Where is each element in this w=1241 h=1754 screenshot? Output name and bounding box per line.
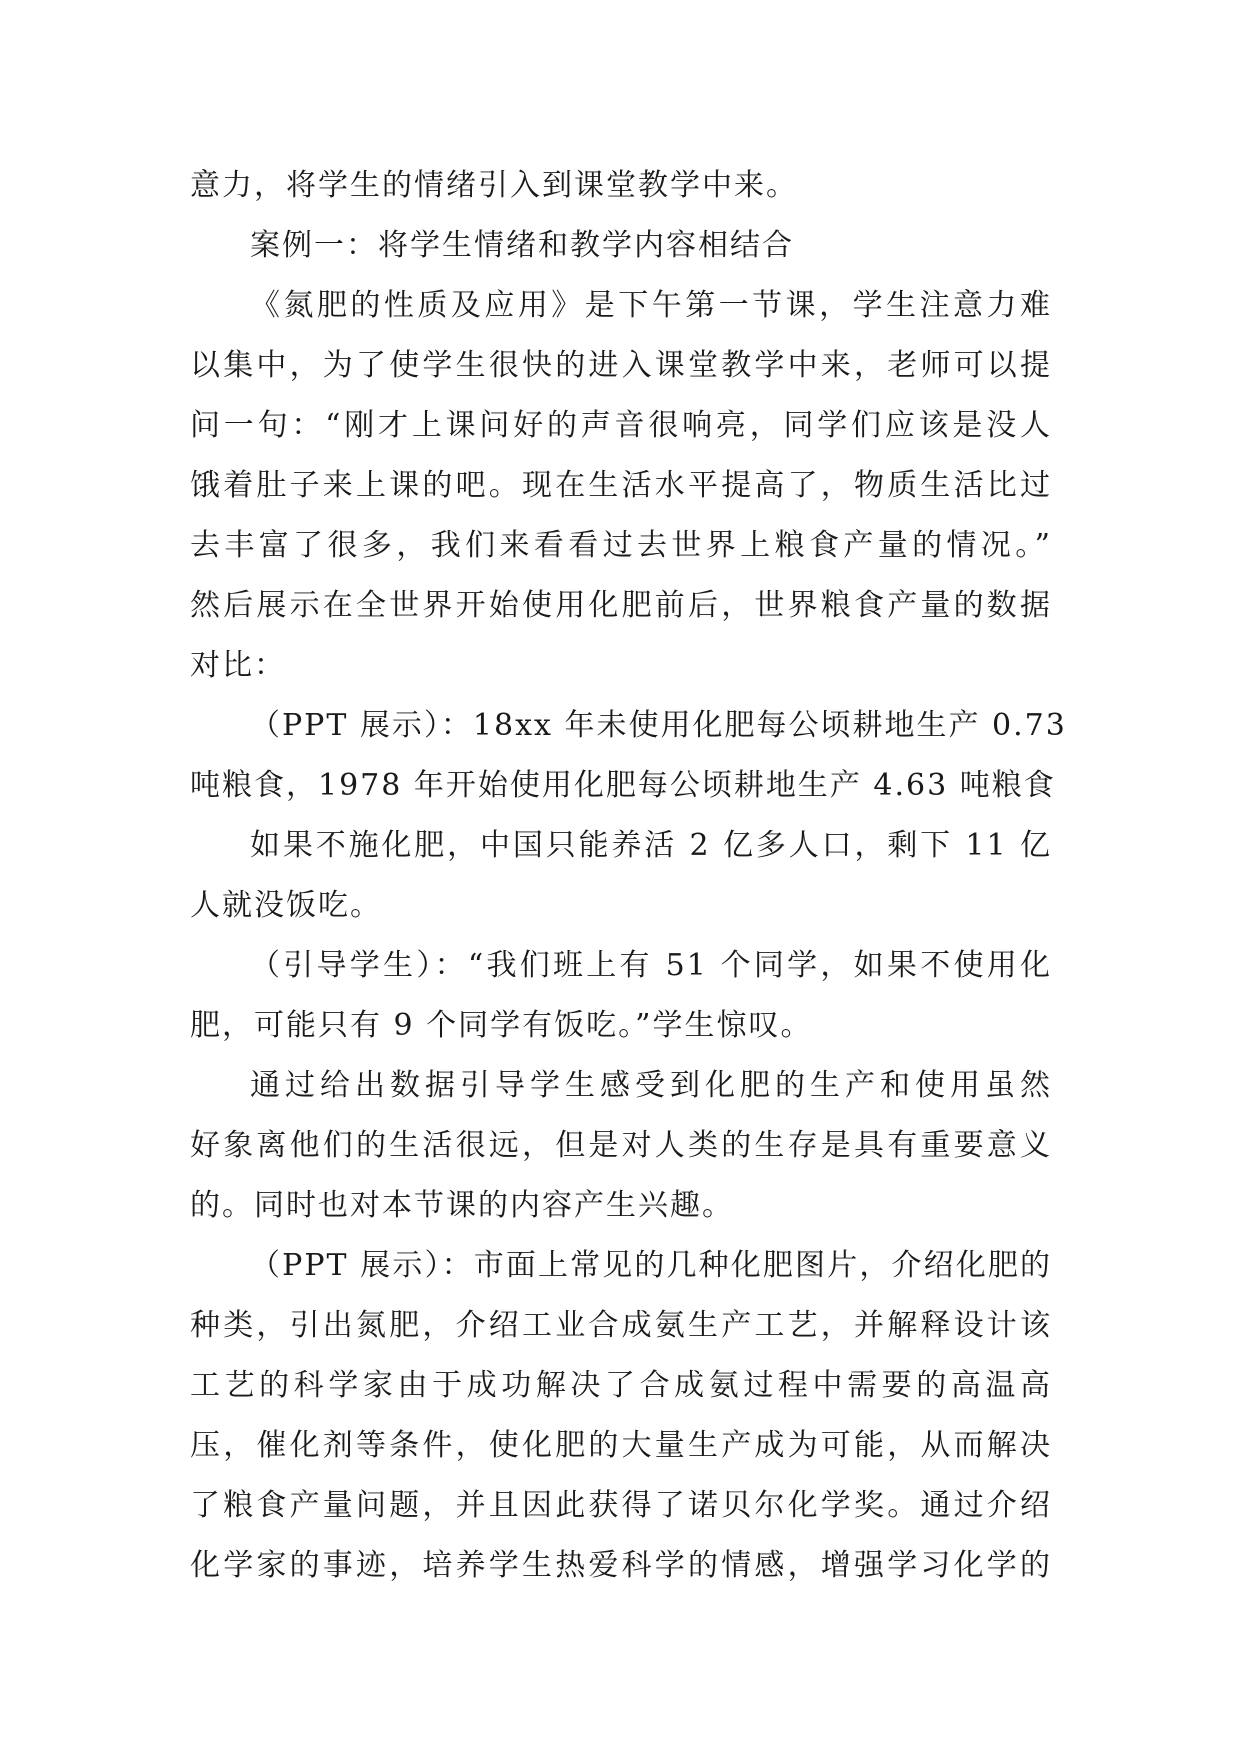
- text-line: 《氮肥的性质及应用》是下午第一节课，学生注意力难: [250, 288, 1052, 323]
- text-line: 工艺的科学家由于成功解决了合成氨过程中需要的高温高: [190, 1368, 1052, 1403]
- text-line: 通过给出数据引导学生感受到化肥的生产和使用虽然: [250, 1068, 1052, 1103]
- text-line: 意力，将学生的情绪引入到课堂教学中来。: [190, 168, 798, 203]
- text-line: 对比：: [190, 648, 286, 683]
- paragraph-case-heading: [190, 216, 1052, 276]
- text-line: 化学家的事迹，培养学生热爱科学的情感，增强学习化学的: [190, 1548, 1052, 1583]
- paragraph-population: [190, 816, 1052, 936]
- paragraph-ppt-data: [190, 696, 1067, 816]
- text-line: 去丰富了很多，我们来看看过去世界上粮食产量的情况。”: [190, 528, 1052, 563]
- text-line: 如果不施化肥，中国只能养活 2 亿多人口，剩下 11 亿: [250, 828, 1052, 863]
- text-line: 以集中，为了使学生很快的进入课堂教学中来，老师可以提: [190, 348, 1052, 383]
- text-line: 饿着肚子来上课的吧。现在生活水平提高了，物质生活比过: [190, 468, 1052, 503]
- text-line: 问一句：“刚才上课问好的声音很响亮，同学们应该是没人: [190, 408, 1052, 443]
- paragraph-ppt-fertilizer: [190, 1236, 1052, 1596]
- paragraph-continuation: [190, 156, 1052, 216]
- text-line: 好象离他们的生活很远，但是对人类的生存是具有重要意义: [190, 1128, 1052, 1163]
- text-line: 种类，引出氮肥，介绍工业合成氨生产工艺，并解释设计该: [190, 1308, 1052, 1343]
- text-line: 人就没饭吃。: [190, 888, 382, 923]
- text-line: 压，催化剂等条件，使化肥的大量生产成为可能，从而解决: [190, 1428, 1052, 1463]
- text-line: 吨粮食，1978 年开始使用化肥每公顷耕地生产 4.63 吨粮食: [190, 768, 1056, 803]
- case-heading: 案例一：将学生情绪和教学内容相结合: [250, 228, 794, 263]
- text-line: 的。同时也对本节课的内容产生兴趣。: [190, 1188, 734, 1223]
- text-line: 肥，可能只有 9 个同学有饭吃。”学生惊叹。: [190, 1008, 813, 1043]
- text-line: （PPT 展示）：18xx 年未使用化肥每公顷耕地生产 0.73: [250, 708, 1067, 743]
- paragraph-reflection: [190, 1056, 1052, 1236]
- paragraph-guide-students: [190, 936, 1052, 1056]
- text-line: （引导学生）：“我们班上有 51 个同学，如果不使用化: [250, 948, 1052, 983]
- text-line: 然后展示在全世界开始使用化肥前后，世界粮食产量的数据: [190, 588, 1052, 623]
- paragraph-intro: [190, 276, 1052, 696]
- document-page: [190, 156, 1067, 1596]
- text-line: 了粮食产量问题，并且因此获得了诺贝尔化学奖。通过介绍: [190, 1488, 1052, 1523]
- text-line: （PPT 展示）：市面上常见的几种化肥图片，介绍化肥的: [250, 1248, 1052, 1283]
